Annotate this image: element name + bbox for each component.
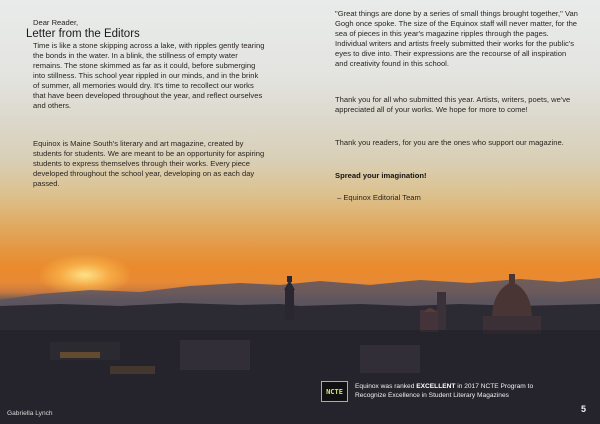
award-text-lead: Equinox was ranked: [355, 383, 417, 390]
greeting: Dear Reader,: [33, 18, 79, 27]
right-paragraph-3: Thank you readers, for you are the ones who support our magazine.: [335, 138, 564, 147]
award-text-rest: in 2017 NCTE Program to Recognize Excellence in Student Literary Magazines: [355, 383, 534, 399]
signature: – Equinox Editorial Team: [337, 193, 421, 202]
photo-credit: Gabriella Lynch: [7, 410, 53, 417]
ncte-badge: NCTE: [321, 381, 348, 402]
left-paragraph-2: Equinox is Maine South's literary and art magazine, created by students for students. We are meant to be an opportunity for aspiring students to express themselves through their works. Every piece developed throughout the school year, developing on as each day passed.: [33, 139, 265, 188]
left-paragraph-1: Time is like a stone skipping across a lake, with ripples gently tearing the bonds in the water. In a blink, the stillness of empty water remains. The stone skimmed as far as it could, before submerging into stillness. This school year rippled in our minds, and in the brink of summer, all memories would dry. It's time to recollect our works that have been developed throughout the year, and reflect ourselves and others.: [33, 41, 265, 110]
right-paragraph-1: "Great things are done by a series of small things brought together," Van Gogh once spoke. The size of the Equinox staff will never matter, for the sea of pieces in this year's magazine ripples through the pages. Individual writers and artists freely submitted their works for the public's eyes to dive into. Their expressions are the recourse of all inspiration and creativity found in this school.: [335, 9, 578, 68]
right-paragraph-2: Thank you for all who submitted this year. Artists, writers, poets, we've appreciated all of your works. We hope for more to come!: [335, 95, 571, 114]
letter-title: Letter from the Editors: [26, 28, 140, 40]
closing-line: Spread your imagination!: [335, 171, 427, 180]
award-text: [355, 382, 565, 400]
palazzo-vecchio-tower: [285, 290, 294, 320]
page-number: 5: [581, 404, 587, 414]
award-emphasis: EXCELLENT: [416, 383, 456, 390]
campanile-tower: [437, 292, 446, 330]
